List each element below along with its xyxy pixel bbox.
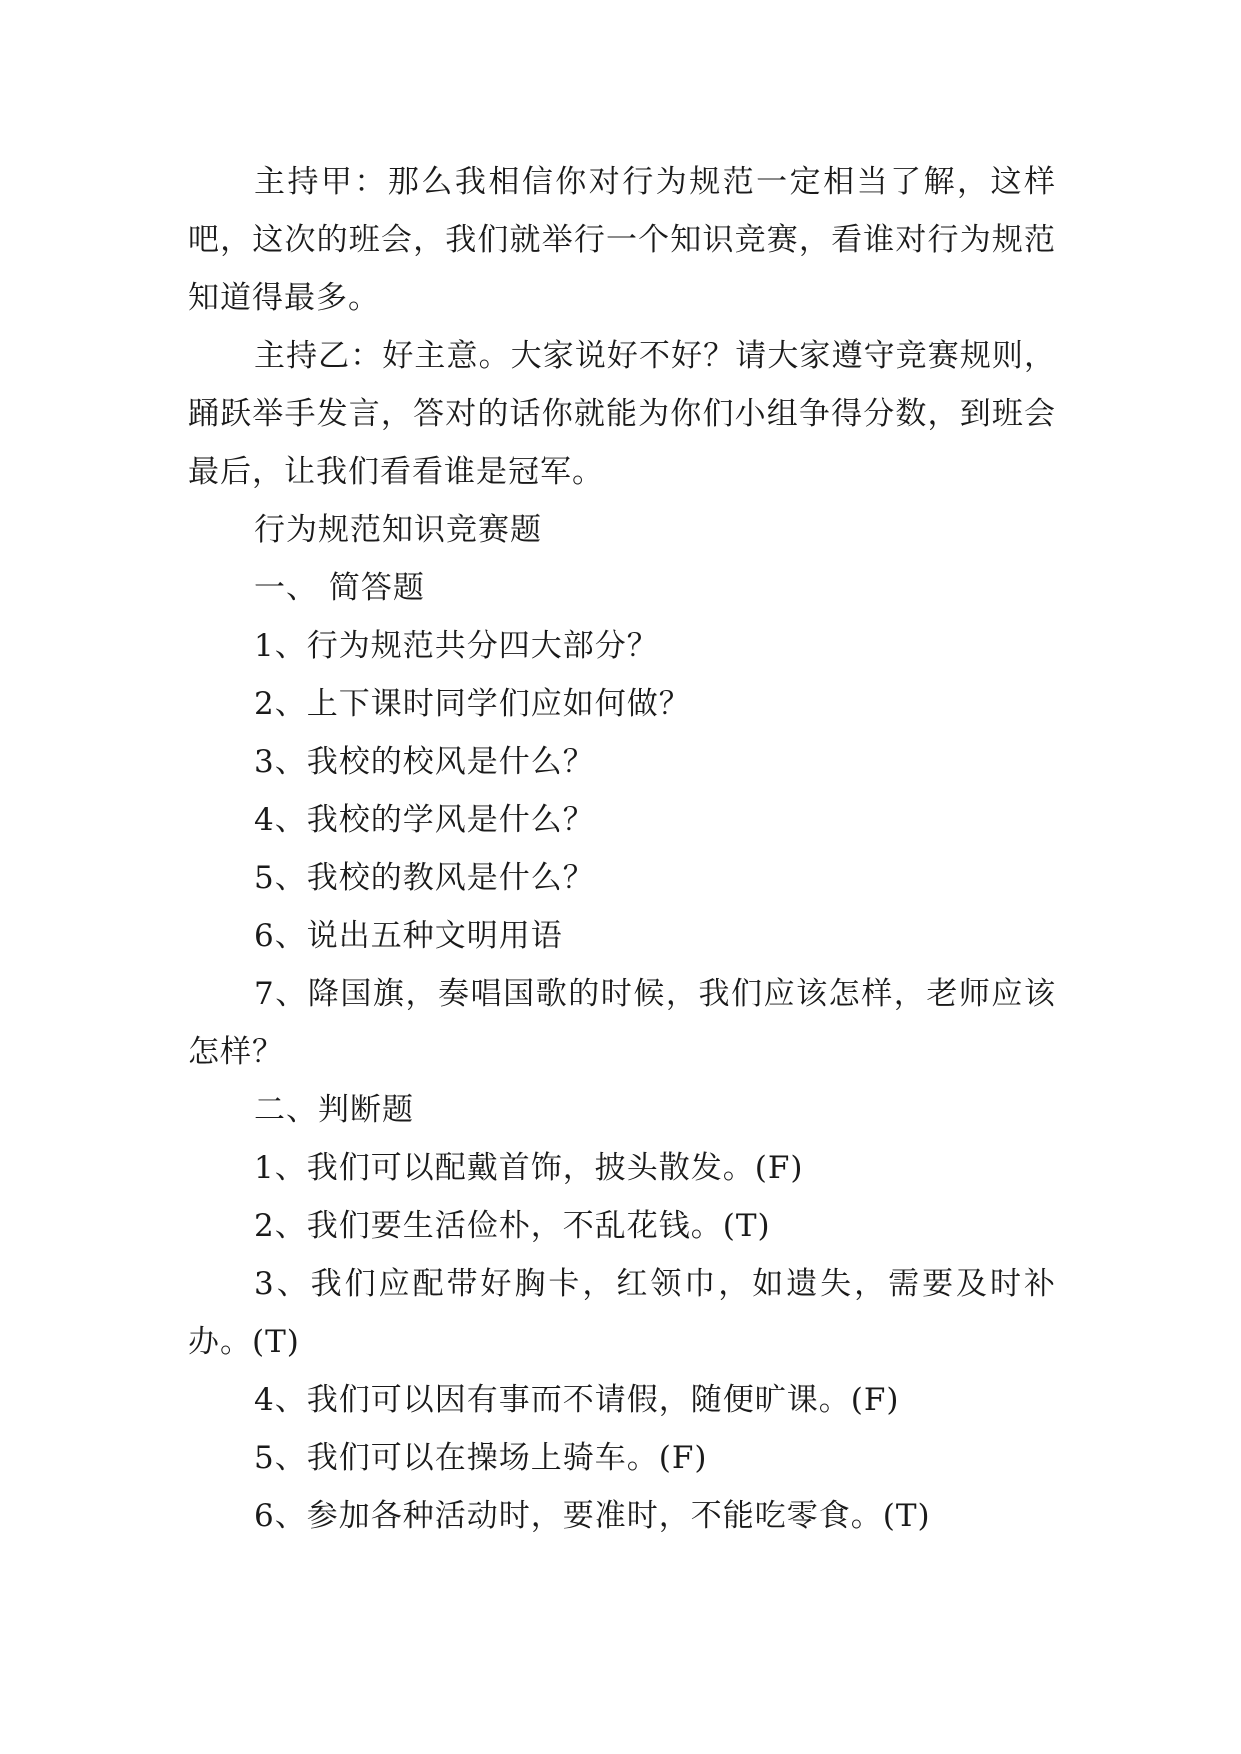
short-answer-question: 3、我校的校风是什么？	[254, 744, 595, 780]
section-heading-true-false: 二、判断题	[254, 1092, 414, 1128]
true-false-question: 5、我们可以在操场上骑车。(F)	[254, 1440, 708, 1476]
short-answer-question: 1、行为规范共分四大部分？	[254, 628, 659, 664]
true-false-question: 2、我们要生活俭朴，不乱花钱。(T)	[254, 1208, 771, 1244]
true-false-question: 1、我们可以配戴首饰，披头散发。(F)	[254, 1150, 804, 1186]
paragraph-host-a-dialogue: 主持甲：那么我相信你对行为规范一定相当了解，这样吧，这次的班会，我们就举行一个知识竞赛，看谁对行为规范知道得最多。	[188, 164, 1056, 316]
short-answer-question: 5、我校的教风是什么？	[254, 860, 595, 896]
short-answer-question: 6、说出五种文明用语	[254, 918, 563, 954]
quiz-title: 行为规范知识竞赛题	[254, 512, 542, 548]
true-false-question: 3、我们应配带好胸卡，红领巾，如遗失，需要及时补办。(T)	[188, 1266, 1056, 1360]
short-answer-question: 7、降国旗，奏唱国歌的时候，我们应该怎样，老师应该怎样？	[188, 976, 1056, 1070]
true-false-question: 4、我们可以因有事而不请假，随便旷课。(F)	[254, 1382, 900, 1418]
short-answer-question: 2、上下课时同学们应如何做？	[254, 686, 691, 722]
paragraph-host-b-dialogue: 主持乙：好主意。大家说好不好？请大家遵守竞赛规则，踊跃举手发言，答对的话你就能为你们小组争得分数，到班会最后，让我们看看谁是冠军。	[188, 338, 1056, 490]
document-body	[188, 153, 1056, 1545]
short-answer-question: 4、我校的学风是什么？	[254, 802, 595, 838]
true-false-question: 6、参加各种活动时，要准时，不能吃零食。(T)	[254, 1498, 931, 1534]
section-heading-short-answer: 一、 简答题	[254, 570, 425, 606]
